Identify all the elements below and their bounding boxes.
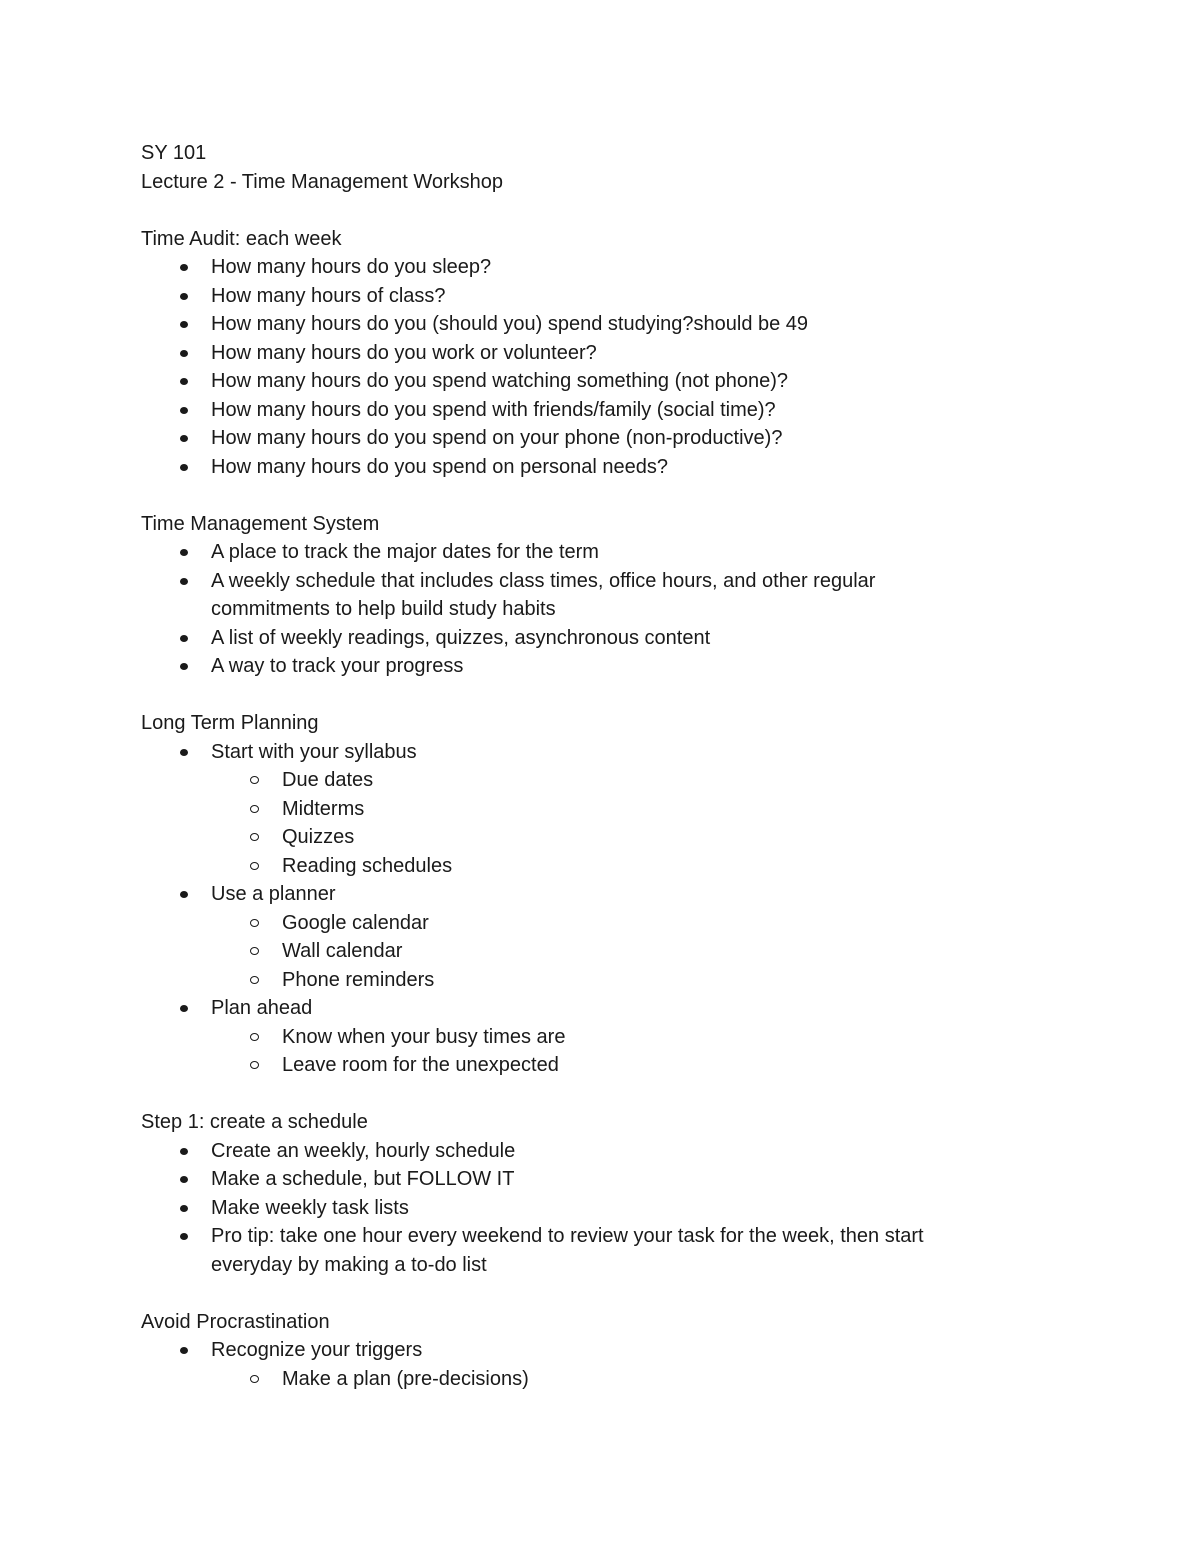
bullet-text: A way to track your progress xyxy=(211,655,464,677)
bullet-item xyxy=(141,652,1041,681)
bullet-item xyxy=(141,738,1041,767)
sub-bullet-item: Midterms xyxy=(141,795,1041,824)
section-spacer xyxy=(141,681,1041,710)
bullet-list xyxy=(141,1137,1041,1280)
bullet-list xyxy=(141,253,1041,481)
bullet-text: A weekly schedule that includes class times, office hours, and other regular xyxy=(211,569,876,592)
bullet-text: A place to track the major dates for the term xyxy=(211,541,599,563)
bullet-text: How many hours do you spend on your phone (non-productive)? xyxy=(211,427,783,449)
bullet-text: How many hours do you spend with friends/family (social time)? xyxy=(211,398,776,421)
bullet-item xyxy=(141,453,1041,482)
bullet-text: How many hours do you spend on personal needs? xyxy=(211,455,668,478)
document-page xyxy=(141,139,1041,1393)
bullet-item xyxy=(141,1336,1041,1365)
bullet-text: How many hours do you work or volunteer? xyxy=(211,341,597,364)
sub-bullet-item: Reading schedules xyxy=(141,852,1041,881)
section-spacer xyxy=(141,1080,1041,1109)
bullet-text: Recognize your triggers xyxy=(211,1339,423,1361)
sections xyxy=(141,196,1041,1393)
sub-bullet-item: Phone reminders xyxy=(141,966,1041,995)
sub-bullet-item: Quizzes xyxy=(141,823,1041,852)
bullet-text: Make weekly task lists xyxy=(211,1196,409,1219)
bullet-text-continued: everyday by making a to-do list xyxy=(211,1253,487,1276)
sub-bullet-item: Google calendar xyxy=(141,909,1041,938)
bullet-item xyxy=(141,624,1041,653)
bullet-text: How many hours do you (should you) spend studying?should be 49 xyxy=(211,313,809,335)
bullet-item xyxy=(141,282,1041,311)
bullet-item xyxy=(141,567,1041,624)
bullet-item xyxy=(141,1165,1041,1194)
bullet-text: How many hours of class? xyxy=(211,284,446,307)
bullet-item xyxy=(141,1137,1041,1166)
bullet-item xyxy=(141,538,1041,567)
bullet-text-continued: commitments to help build study habits xyxy=(211,598,556,620)
course-code: SY 101 xyxy=(141,142,207,164)
sub-bullet-item: Leave room for the unexpected xyxy=(141,1051,1041,1080)
bullet-item xyxy=(141,367,1041,396)
bullet-text: Pro tip: take one hour every weekend to review your task for the week, then start xyxy=(211,1225,924,1247)
section-heading: Time Audit: each week xyxy=(141,227,342,250)
section-heading: Step 1: create a schedule xyxy=(141,1111,368,1133)
bullet-text: Plan ahead xyxy=(211,997,313,1019)
section-spacer xyxy=(141,196,1041,225)
sub-bullet-item: Know when your busy times are xyxy=(141,1023,1041,1052)
sub-bullet-item: Make a plan (pre-decisions) xyxy=(141,1365,1041,1394)
bullet-item xyxy=(141,310,1041,339)
bullet-text: How many hours do you sleep? xyxy=(211,256,492,278)
bullet-item xyxy=(141,253,1041,282)
bullet-text: A list of weekly readings, quizzes, asynchronous content xyxy=(211,626,711,649)
sub-bullet-item: Wall calendar xyxy=(141,937,1041,966)
section-heading: Long Term Planning xyxy=(141,712,319,734)
sub-bullet-item: Due dates xyxy=(141,766,1041,795)
bullet-list xyxy=(141,738,1041,1080)
bullet-item xyxy=(141,994,1041,1023)
bullet-item xyxy=(141,424,1041,453)
section-heading: Avoid Procrastination xyxy=(141,1310,330,1333)
bullet-list xyxy=(141,538,1041,681)
bullet-item xyxy=(141,1222,1041,1279)
section-spacer xyxy=(141,1279,1041,1308)
bullet-text: Make a schedule, but FOLLOW IT xyxy=(211,1168,515,1190)
bullet-text: Start with your syllabus xyxy=(211,740,417,763)
bullet-item xyxy=(141,339,1041,368)
lecture-title: Lecture 2 - Time Management Workshop xyxy=(141,170,504,193)
bullet-text: Create an weekly, hourly schedule xyxy=(211,1139,516,1162)
bullet-text: Use a planner xyxy=(211,883,336,905)
bullet-item xyxy=(141,880,1041,909)
section-spacer xyxy=(141,481,1041,510)
bullet-text: How many hours do you spend watching something (not phone)? xyxy=(211,370,789,392)
bullet-item xyxy=(141,396,1041,425)
bullet-item xyxy=(141,1194,1041,1223)
bullet-list xyxy=(141,1336,1041,1393)
section-heading: Time Management System xyxy=(141,512,380,535)
